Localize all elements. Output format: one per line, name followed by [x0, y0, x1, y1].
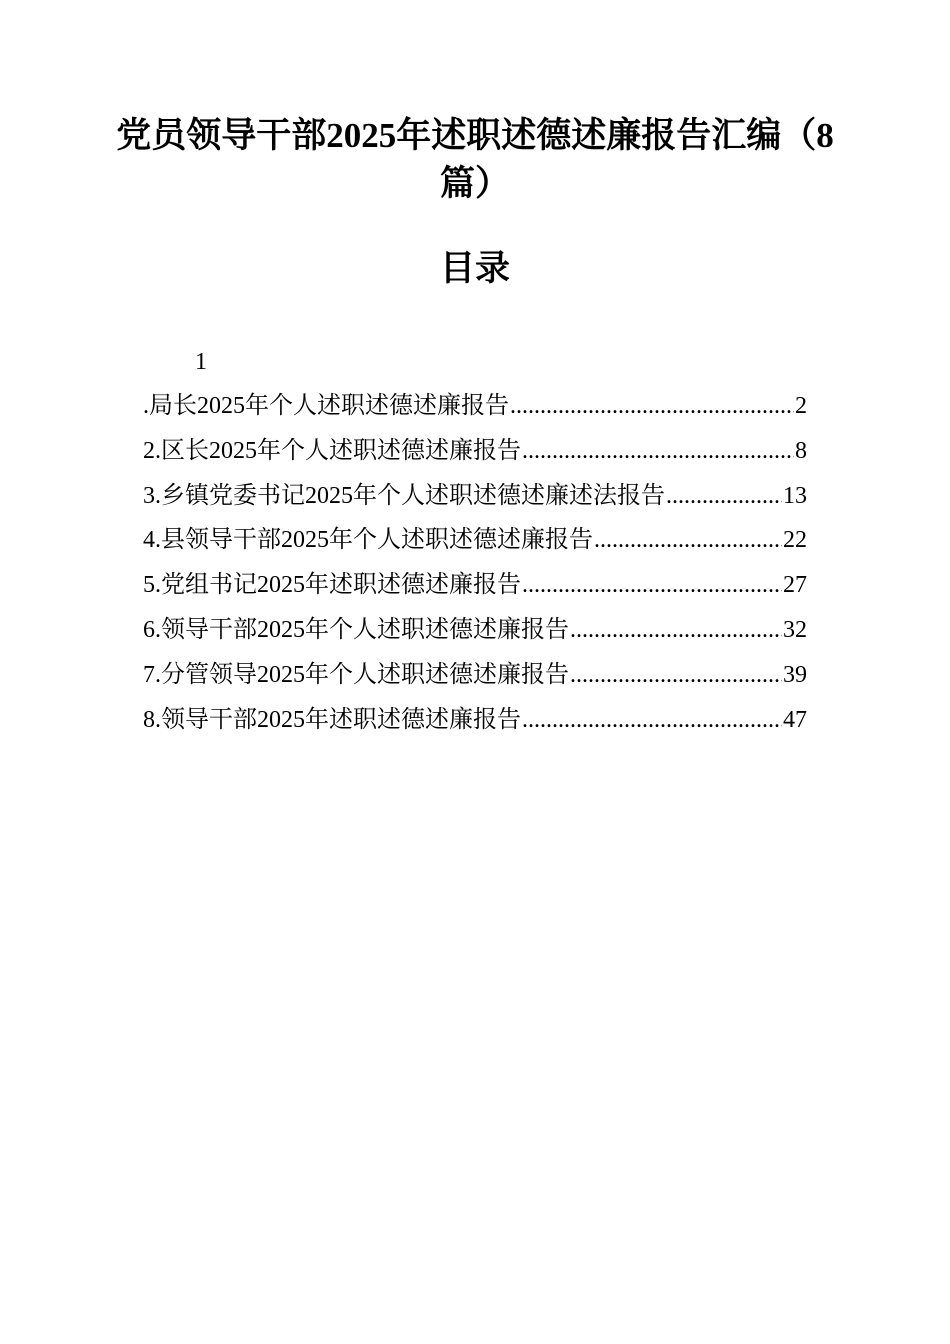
toc-dot-leader [570, 612, 782, 648]
page-number-fragment: 1 [195, 349, 207, 375]
toc-dot-leader [522, 702, 782, 738]
toc-entry-8[interactable] [143, 702, 807, 747]
toc-entry-page: 22 [783, 527, 807, 554]
toc-entry-1[interactable] [143, 388, 807, 433]
toc-entry-3[interactable] [143, 478, 807, 523]
toc-dot-leader [522, 433, 794, 469]
toc-entry-page: 27 [783, 572, 807, 599]
toc-heading: 目录 [439, 249, 510, 288]
toc-entry-label: 4.县领导干部2025年个人述职述德述廉报告 [143, 527, 593, 554]
toc-dot-leader [666, 478, 782, 514]
toc-entry-page: 13 [783, 482, 807, 509]
toc-entry-page: 32 [783, 616, 807, 643]
toc-entry-page: 47 [783, 706, 807, 733]
document-title: 党员领导干部2025年述职述德述廉报告汇编（8篇） [116, 116, 834, 203]
toc-entry-2[interactable] [143, 433, 807, 478]
toc-entry-label: 8.领导干部2025年述职述德述廉报告 [143, 706, 521, 733]
table-of-contents [143, 388, 807, 746]
toc-entry-4[interactable] [143, 522, 807, 567]
toc-entry-5[interactable] [143, 567, 807, 612]
toc-entry-page: 39 [783, 661, 807, 688]
toc-dot-leader [510, 388, 794, 424]
toc-entry-label: 7.分管领导2025年个人述职述德述廉报告 [143, 661, 569, 688]
toc-entry-label: 2.区长2025年个人述职述德述廉报告 [143, 437, 521, 464]
toc-dot-leader [522, 567, 782, 603]
toc-entry-label: 6.领导干部2025年个人述职述德述廉报告 [143, 616, 569, 643]
toc-dot-leader [594, 522, 782, 558]
toc-entry-page: 2 [795, 393, 807, 419]
toc-entry-6[interactable] [143, 612, 807, 657]
toc-entry-label: 5.党组书记2025年述职述德述廉报告 [143, 572, 521, 599]
toc-entry-label: 3.乡镇党委书记2025年个人述职述德述廉述法报告 [143, 482, 665, 509]
toc-entry-page: 8 [795, 437, 807, 464]
toc-entry-label: .局长2025年个人述职述德述廉报告 [143, 393, 509, 419]
toc-entry-7[interactable] [143, 657, 807, 702]
toc-dot-leader [570, 657, 782, 693]
